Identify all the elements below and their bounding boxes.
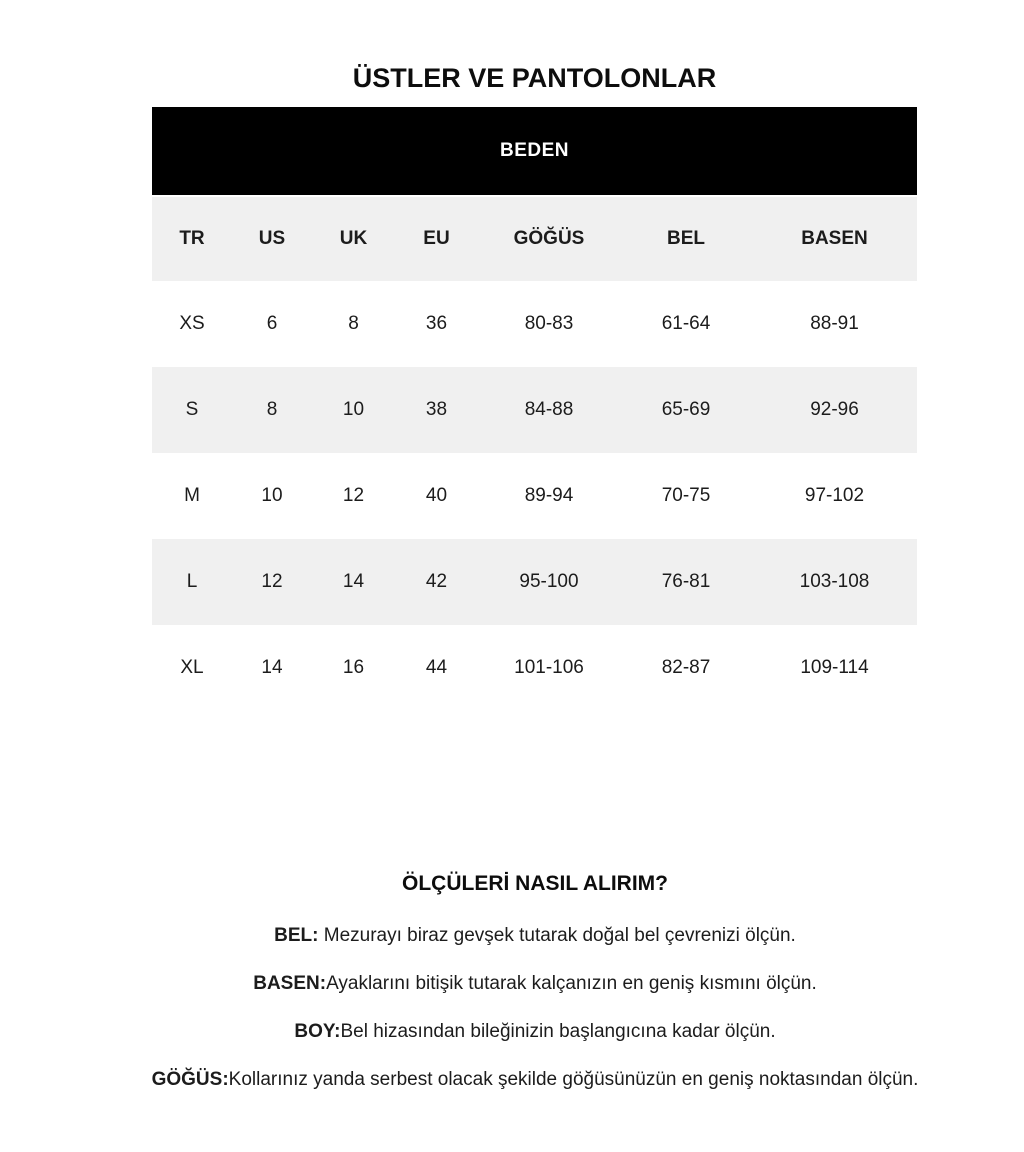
table-cell: 40 bbox=[425, 485, 448, 506]
table-cell: 8 bbox=[348, 313, 359, 334]
guide-item-boy bbox=[46, 1020, 1024, 1043]
table-cell: 36 bbox=[425, 313, 448, 334]
table-cell: 88-91 bbox=[810, 313, 859, 334]
column-header-uk: UK bbox=[339, 228, 368, 249]
banner-label: BEDEN bbox=[499, 140, 569, 161]
table-row-m bbox=[152, 453, 917, 539]
guide-item-boy-label: BOY: bbox=[294, 1021, 341, 1042]
guide-item-gogus-label: GÖĞÜS: bbox=[151, 1069, 229, 1090]
column-header-gogus: GÖĞÜS bbox=[513, 228, 585, 249]
table-cell: 16 bbox=[342, 657, 365, 678]
table-cell: 12 bbox=[342, 485, 365, 506]
size-table bbox=[152, 107, 917, 711]
table-cell: 84-88 bbox=[524, 399, 574, 420]
table-cell: 89-94 bbox=[524, 485, 574, 506]
guide-item-basen bbox=[46, 972, 1024, 995]
table-cell: 103-108 bbox=[799, 571, 870, 592]
page-title: ÜSTLER VE PANTOLONLAR bbox=[352, 63, 717, 93]
table-cell: 92-96 bbox=[810, 399, 859, 420]
table-cell: 82-87 bbox=[661, 657, 711, 678]
table-cell: 8 bbox=[266, 399, 278, 420]
column-header-bel: BEL bbox=[667, 228, 705, 249]
table-cell: 42 bbox=[425, 571, 448, 592]
table-row-s bbox=[152, 367, 917, 453]
table-cell: 10 bbox=[342, 399, 365, 420]
table-row-xl bbox=[152, 625, 917, 711]
table-cell: L bbox=[186, 571, 198, 592]
table-cell: 38 bbox=[425, 399, 448, 420]
table-cell: 12 bbox=[261, 571, 283, 592]
table-cell: 6 bbox=[266, 313, 278, 334]
measurement-guide bbox=[46, 871, 1024, 1091]
table-cell: XL bbox=[180, 657, 204, 678]
column-header-tr: TR bbox=[179, 228, 205, 249]
table-cell: 95-100 bbox=[519, 571, 579, 592]
guide-item-basen-label: BASEN: bbox=[253, 973, 327, 994]
table-cell: S bbox=[185, 399, 199, 420]
table-cell: 70-75 bbox=[661, 485, 711, 506]
table-cell: 80-83 bbox=[524, 313, 574, 334]
table-cell: 61-64 bbox=[661, 313, 711, 334]
table-cell: 10 bbox=[261, 485, 283, 506]
table-cell: 44 bbox=[425, 657, 448, 678]
table-banner bbox=[152, 107, 917, 195]
column-header-eu: EU bbox=[423, 228, 450, 249]
table-cell: 101-106 bbox=[514, 657, 584, 678]
table-cell: 14 bbox=[261, 657, 283, 678]
table-cell: 65-69 bbox=[661, 399, 711, 420]
table-row-xs bbox=[152, 281, 917, 367]
table-cell: 14 bbox=[342, 571, 365, 592]
column-header-basen: BASEN bbox=[801, 228, 868, 249]
guide-item-gogus-text: Kollarınız yanda serbest olacak şekilde göğüsünüzün en geniş noktasından ölçün. bbox=[228, 1069, 919, 1090]
guide-item-gogus bbox=[46, 1068, 1024, 1091]
column-header-us: US bbox=[258, 228, 286, 249]
table-cell: 97-102 bbox=[804, 485, 865, 506]
table-row-l bbox=[152, 539, 917, 625]
guide-item-bel-label: BEL: bbox=[274, 925, 319, 946]
table-cell: M bbox=[184, 485, 200, 506]
table-cell: XS bbox=[179, 313, 205, 334]
table-cell: 76-81 bbox=[661, 571, 711, 592]
guide-item-bel-text: Mezurayı biraz gevşek tutarak doğal bel çevrenizi ölçün. bbox=[318, 925, 796, 946]
guide-item-boy-text: Bel hizasından bileğinizin başlangıcına kadar ölçün. bbox=[340, 1021, 776, 1042]
table-header-row bbox=[152, 197, 917, 281]
table-cell: 109-114 bbox=[800, 657, 869, 678]
guide-item-bel bbox=[46, 924, 1024, 947]
size-table-grid bbox=[152, 197, 917, 711]
guide-item-basen-text: Ayaklarını bitişik tutarak kalçanızın en geniş kısmını ölçün. bbox=[326, 973, 817, 994]
guide-heading: ÖLÇÜLERİ NASIL ALIRIM? bbox=[402, 872, 668, 895]
